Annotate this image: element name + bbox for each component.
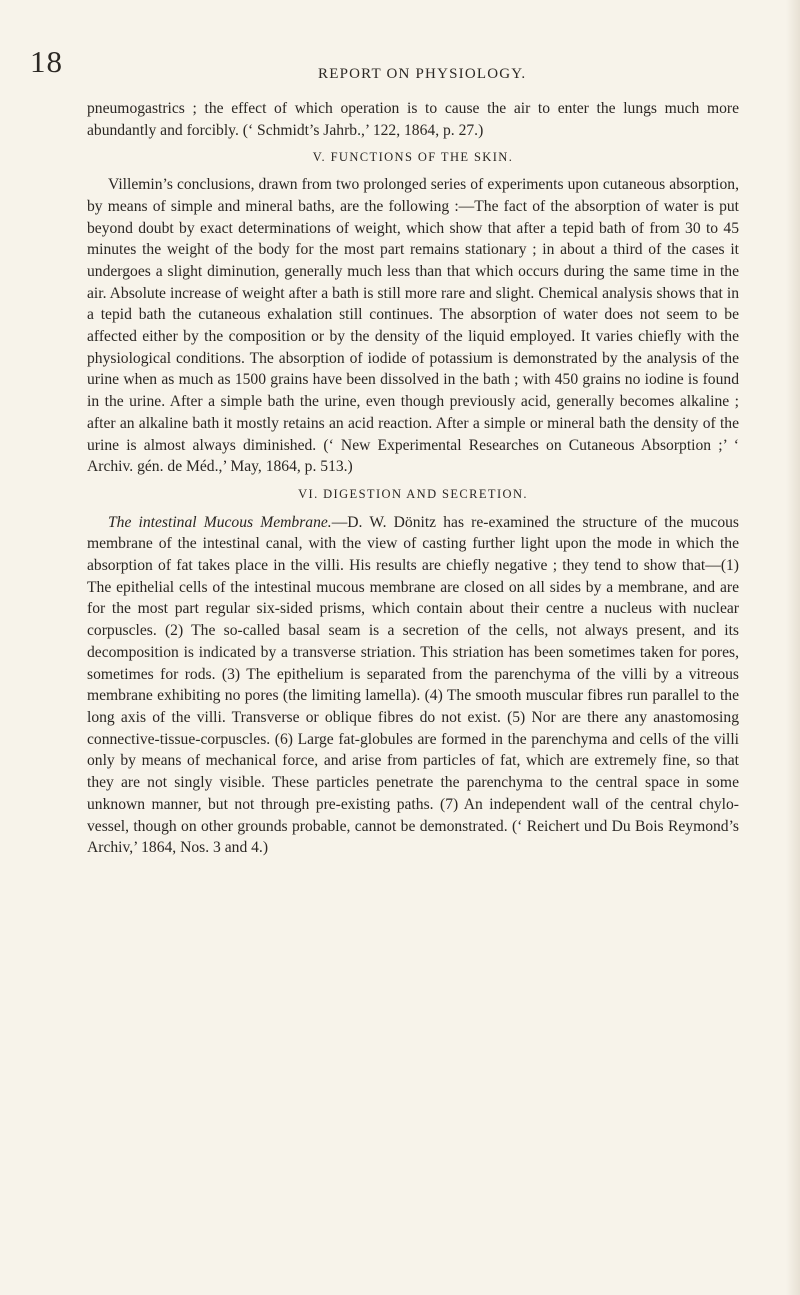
text-column	[87, 98, 739, 859]
section-heading-digestion-secretion: VI. DIGESTION AND SECRETION.	[298, 486, 528, 501]
subject-title: The intestinal Mucous Membrane.	[108, 513, 332, 531]
intro-paragraph: pneumogastrics ; the effect of which operation is to cause the air to enter the lungs much more abundantly and forcibly. (‘ Schmidt’s Jahrb.,’ 122, 1864, p. 27.)	[87, 100, 739, 139]
page-edge-shadow	[786, 0, 800, 1295]
villemin-paragraph: Villemin’s conclusions, drawn from two prolonged series of experiments upon cutaneous absorption, by means of simple and mineral baths, are the following :—The fact of the absorption of water is put beyond doubt by exact determinations of weight, which show that after a tepid bath of from 30 to 45 minutes the weight of the body for the most part remains stationary ; in about a third of the cases it undergoes a slight diminution, generally much less than that which occurs during the same time in the air. Absolute increase of weight after a bath is still more rare and slight. Chemical analysis shows that in a tepid bath the cutaneous exhalation still continues. The absorption of water does not seem to be affected either by the composition or by the density of the liquid employed. It varies chiefly with the physiological conditions. The absorption of iodide of potassium is demonstrated by the analysis of the urine when as much as 1500 grains have been dissolved in the bath ; with 450 grains no iodine is found in the urine. After a simple bath the urine, even though previously acid, generally becomes alkaline ; after an alkaline bath it mostly retains an acid reaction. After a simple or mineral bath the density of the urine is almost always diminished. (‘ New Experimental Researches on Cutaneous Absorption ;’ ‘ Archiv. gén. de Méd.,’ May, 1864, p. 513.)	[87, 176, 739, 476]
running-title: REPORT ON PHYSIOLOGY.	[318, 66, 527, 82]
donitz-text: —D. W. Dönitz has re-examined the structure of the mucous membrane of the intestinal canal, with the view of casting further light upon the mode in which the absorption of fat takes place in the villi. His results are chiefly negative ; they tend to show that—(1) The epithelial cells of the intestinal mucous membrane are closed on all sides by a membrane, and are for the most part regular six-sided prisms, which contain about their centre a nucleus with nuclear corpuscles. (2) The so-called basal seam is a secretion of the cells, not always present, and its decomposition is indicated by a transverse striation. This striation has been sometimes taken for pores, sometimes for rods. (3) The epithelium is separated from the parenchyma of the villi by a vitreous membrane exhibiting no pores (the limiting lamella). (4) The smooth muscular fibres run parallel to the long axis of the villi. Transverse or oblique fibres do not exist. (5) Nor are there any anastomosing connective-tissue-corpuscles. (6) Large fat-globules are formed in the parenchyma and cells of the villi only by means of mechanical force, and arise from particles of fat, which are extremely fine, so that they are not singly visible. These particles penetrate the parenchyma to the central space in some unknown manner, but not through pre-existing paths. (7) An independent wall of the central chylo-vessel, though on other grounds probable, cannot be demonstrated. (‘ Reichert und Du Bois Reymond’s Archiv,’ 1864, Nos. 3 and 4.)	[87, 513, 739, 857]
page-number: 18	[30, 44, 63, 79]
section-heading-functions-of-skin: V. FUNCTIONS OF THE SKIN.	[312, 150, 514, 165]
donitz-paragraph	[87, 512, 739, 859]
